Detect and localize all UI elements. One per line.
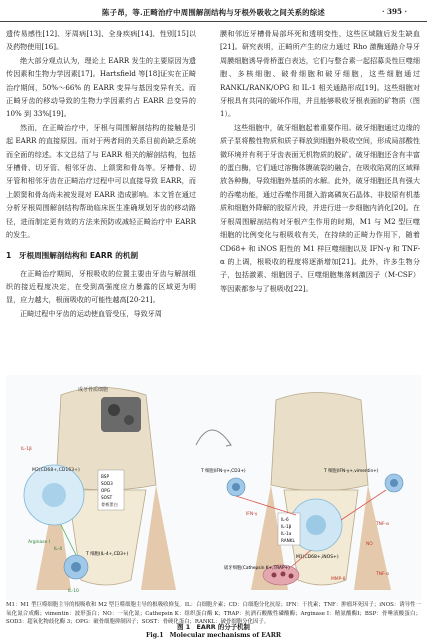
page-number: · 395 · bbox=[381, 7, 407, 16]
label-cementoblast: 成牙骨质细胞 bbox=[78, 387, 109, 393]
m2-marker: SOST bbox=[101, 495, 113, 500]
label-il4: IL-4 bbox=[54, 547, 63, 552]
label-il10: IL-10 bbox=[68, 589, 79, 594]
figure-caption-en: Fig.1 Molecular mechanisms of EARR bbox=[145, 632, 282, 639]
m2-marker: SOD3 bbox=[101, 481, 113, 486]
section-heading: 1 牙根周围解剖结构和 EARR 的机制 bbox=[6, 250, 139, 260]
m2-macrophage bbox=[24, 465, 84, 525]
m1-marker: IL-1α bbox=[281, 531, 292, 536]
figure-caption-cn: 图 1 EARR 的分子机制 bbox=[177, 623, 250, 631]
paragraph: 绝大部分观点认为，理论上 EARR 发生的主要原因为遗传因素和生物力学因素[17]。Hartsfield 等[18]证实在正畸治疗期间，50%～66% 的 EARR 变异与基因变异有关。而正畸牙齿的移动导致的生物力学因素约占 EARR 总变异的 10% 到 33%[19]。 bbox=[6, 55, 196, 119]
figure-legend: M1：M1 型巨噬细胞主导的根吸收和 M2 型巨噬细胞主导的根吸收修复。IL：白细胞介素；CD：白细胞分化抗原；IFN：干扰素；TNF：肿瘤坏死因子；iNOS：诱导性一氧化氮合成酶；vimentin：波形蛋白；NO：一氧化氮；Cathepsin K：组织蛋白酶 K；TRAP：抗酒石酸酸性磷酸酶；Arginase Ⅰ：精氨酸酶Ⅰ；BSP：骨唾液酸蛋白；SOD3：超氧化物歧化酶 3；OPG：破骨细胞抑制因子；SOST：骨硬化蛋白；RANKL：破骨细胞分化因子。 bbox=[6, 602, 421, 626]
m2-marker: OPG bbox=[101, 488, 111, 493]
label-mmp: MMP-8 bbox=[331, 577, 346, 582]
label-t-cell-left: T 细胞(IL-4+,CD3+) bbox=[86, 552, 129, 557]
paragraph: 膜和邻近牙槽骨局部坏死和透明变性，这些区域随后发生缺血[21]。研究表明，正畸所产生的应力通过 Rho 激酶通路介导牙周膜细胞诱导骨桥蛋白表达，它们与整合素一起招募炎性巨噬细胞、多核细胞、破骨细胞和破牙细胞，这些细胞通过 RANKL/RANK/OPG 和 IL-1 相关通路形成[19]。这些细胞对牙根具有共同的破坏作用，并且能够吸收牙根表面的矿物质（图 1）。 bbox=[220, 29, 420, 119]
label-m1-cell: M1(CD68+,iNOS+) bbox=[296, 555, 339, 560]
m2-marker: 骨桥蛋白 bbox=[101, 502, 118, 507]
label-odontoclast: 破牙细胞(Cathepsin K+,TRAP+) bbox=[224, 566, 290, 571]
paragraph: 然而，在正畸治疗中，牙根与周围解剖结构的接触是引起 EARR 的直接原因。而对于两者间的关系目前尚缺乏系统而全面的综述。本文总结了与 EARR 相关的解剖结构，包括牙槽骨、切牙管、相邻牙齿、上颌窦和骨岛等。牙槽骨、切牙管和相邻牙齿在正畸治疗过程中可以直接导致 EARR，而上颌窦和骨岛尚未被发现对 EARR 造成影响。本文旨在通过分析牙根周围解剖结构帮助临床医生准确规划牙齿的移动路径，进而制定更有效的方法来预防或减轻正畸治疗中 EARR 的发生。 bbox=[6, 122, 196, 240]
cementoblast-image bbox=[101, 397, 141, 432]
figure-diagram bbox=[6, 375, 421, 600]
label-tnf: TNF-α bbox=[376, 522, 389, 527]
label-ifn: IFN-γ bbox=[246, 512, 258, 517]
label-il-left: IL-1β bbox=[21, 447, 32, 452]
label-m2-cell: M2(CD68+,CD163+) bbox=[32, 468, 80, 473]
label-t-cell-right-2: T 细胞(IFN-γ+,vimentin+) bbox=[324, 469, 379, 474]
paragraph: 在正畸治疗期间，牙根吸收的位置主要由牙齿与解剖组织的接近程度决定，在受到高强度应力暴露的区域更为明显，应力越大，根面吸收的可能性越高[20-21]。 bbox=[6, 268, 196, 305]
m1-marker: IL-1β bbox=[281, 524, 292, 529]
paragraph: 正畸过程中牙齿的运动使血管受压，导致牙周 bbox=[20, 308, 162, 318]
m1-marker: RANKL bbox=[281, 538, 295, 543]
m1-marker: IL-6 bbox=[281, 517, 289, 522]
label-tnf-2: TNF-α bbox=[376, 572, 389, 577]
paragraph: 遗传易感性[12]、牙周病[13]、全身疾病[14]、性别[15]以及药物使用[16]。 bbox=[6, 29, 196, 52]
paragraph: 这些细胞中，破牙细胞起着重要作用。破牙细胞通过边缘的质子泵将酸性物质和质子释放到细胞外吸收空间，形成局部酸性微环境并有利于牙齿表面无机物质的脱矿。破牙细胞还含有丰富的蛋白酶，它们通过溶酶体膜破裂的融合，在吸收陷窝的区域释放各种酶，导致细胞外基质的水解。此外，破牙细胞还具有强大的吞噬功能，通过吞噬作用摄入游离磷灰石晶体、非胶原有机基质和细胞外降解的胶原片段，并进行进一步细胞内消化[20]。在牙根周围解剖结构对牙根产生作用的时期，M1 与 M2 型巨噬细胞的比例变化与根吸收有关，在持续的正畸力作用下，随着 CD68+ 和 iNOS 阳性的 M1 样巨噬细胞以及 IFN-γ 和 TNF-α 的上调，根吸收的程度将逐渐增加[21]。此外，许多生物分子，包括激素、细胞因子、巨噬细胞集落刺激因子（M-CSF）等因素都参与了根吸收[22]。 bbox=[220, 122, 420, 293]
right-column bbox=[220, 27, 420, 295]
figure-1 bbox=[6, 375, 421, 600]
m2-marker: BSP bbox=[101, 474, 109, 479]
left-column bbox=[6, 27, 196, 320]
label-arginase: Arginase Ⅰ bbox=[28, 540, 50, 545]
page-header bbox=[0, 0, 427, 22]
label-t-cell-right: T 细胞(IFN-γ+,CD3+) bbox=[201, 469, 246, 474]
label-no: NO bbox=[366, 542, 373, 547]
running-title: 陈子昂，等.正畸治疗中周围解剖结构与牙根外吸收之间关系的综述 bbox=[102, 8, 325, 17]
